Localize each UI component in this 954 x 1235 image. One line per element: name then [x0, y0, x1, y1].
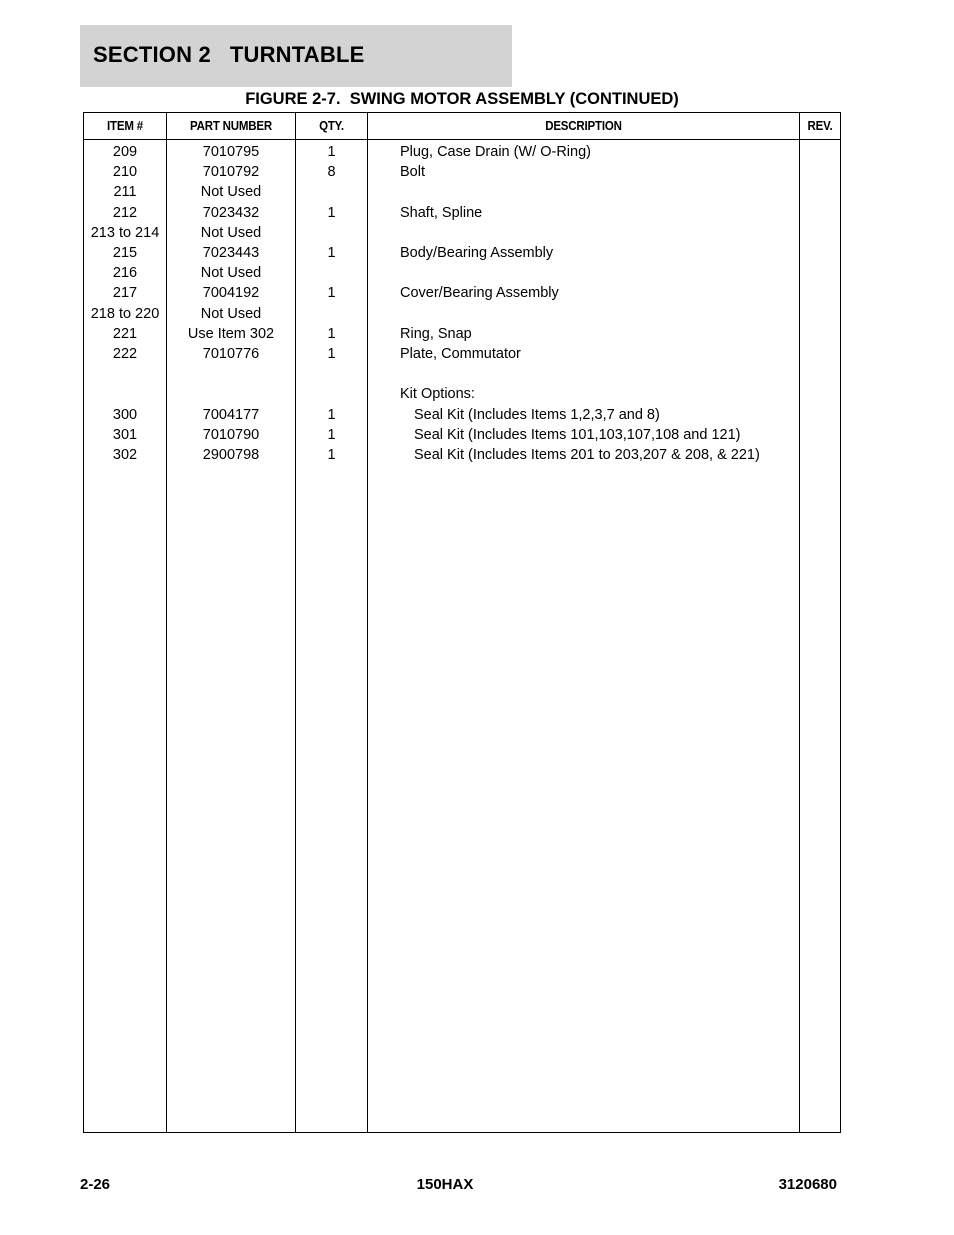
table-row: [84, 243, 840, 263]
cell-description: Bolt: [400, 164, 425, 181]
table-row: [84, 405, 840, 425]
cell-item: 222: [112, 346, 138, 362]
table-row: [84, 364, 840, 384]
header-item: ITEM #: [107, 119, 143, 133]
cell-item: 209: [112, 144, 138, 160]
cell-description: Body/Bearing Assembly: [400, 245, 554, 261]
table-row: [84, 223, 840, 243]
footer-page-number: 2-26: [80, 1176, 111, 1193]
cell-part-number: 7010776: [202, 346, 260, 362]
cell-qty: 1: [327, 285, 336, 302]
table-row: [84, 263, 840, 283]
cell-item: 210: [112, 164, 138, 181]
cell-item: 221: [112, 325, 138, 342]
cell-qty: 1: [327, 447, 336, 463]
cell-item: 302: [112, 447, 138, 463]
cell-item: 301: [112, 426, 138, 443]
cell-item: 213 to 214: [90, 224, 160, 241]
cell-description: Ring, Snap: [400, 325, 472, 342]
table-row: [84, 324, 840, 344]
table-row: [84, 182, 840, 202]
cell-description: Plate, Commutator: [400, 346, 521, 362]
cell-part-number: 7010792: [202, 164, 260, 181]
cell-description: Seal Kit (Includes Items 101,103,107,108 and 121): [414, 426, 741, 443]
table-row: [84, 162, 840, 182]
cell-description: Seal Kit (Includes Items 201 to 203,207 & 208, & 221): [414, 447, 760, 463]
table-row: [84, 142, 840, 162]
cell-description: Kit Options:: [400, 386, 475, 403]
header-description: DESCRIPTION: [545, 119, 622, 133]
table-row: [84, 344, 840, 364]
cell-qty: 1: [327, 325, 336, 342]
cell-description: Shaft, Spline: [400, 204, 483, 221]
cell-description: Cover/Bearing Assembly: [400, 285, 559, 302]
header-part-number: PART NUMBER: [189, 119, 273, 133]
table-row: [84, 283, 840, 303]
cell-part-number: 7010795: [202, 144, 260, 160]
table-row: [84, 304, 840, 324]
cell-item: 212: [112, 204, 138, 221]
cell-part-number: 7023443: [202, 245, 260, 261]
cell-part-number: 2900798: [202, 447, 260, 463]
figure-title: FIGURE 2-7. SWING MOTOR ASSEMBLY (CONTINUED): [245, 90, 679, 108]
cell-description: Plug, Case Drain (W/ O-Ring): [400, 144, 591, 160]
cell-part-number: 7010790: [202, 426, 260, 443]
cell-qty: 1: [327, 426, 336, 443]
table-row: [84, 425, 840, 445]
cell-qty: 1: [327, 346, 336, 362]
cell-part-number: 7023432: [202, 204, 260, 221]
cell-part-number: Not Used: [200, 305, 262, 322]
table-row: [84, 445, 840, 465]
table-row: [84, 384, 840, 404]
cell-item: 215: [112, 245, 138, 261]
section-title: SECTION 2 TURNTABLE: [93, 42, 365, 67]
cell-qty: 1: [327, 406, 336, 423]
cell-qty: 1: [327, 245, 336, 261]
cell-part-number: Not Used: [200, 184, 262, 201]
cell-item: 300: [112, 406, 138, 423]
cell-item: 218 to 220: [90, 305, 160, 322]
cell-qty: 8: [327, 164, 336, 181]
parts-table: [83, 112, 841, 1133]
cell-description: Seal Kit (Includes Items 1,2,3,7 and 8): [414, 406, 660, 423]
table-header: [84, 113, 840, 140]
cell-part-number: 7004177: [202, 406, 260, 423]
cell-part-number: Not Used: [200, 265, 262, 282]
header-qty: QTY.: [319, 119, 344, 133]
footer-model: 150HAX: [416, 1176, 474, 1193]
table-row: [84, 203, 840, 223]
header-rev: REV.: [807, 119, 833, 133]
footer-doc-number: 3120680: [778, 1176, 837, 1193]
cell-qty: 1: [327, 204, 336, 221]
cell-part-number: Not Used: [200, 224, 262, 241]
cell-part-number: Use Item 302: [187, 325, 275, 342]
cell-item: 211: [113, 184, 137, 201]
cell-item: 217: [112, 285, 138, 302]
cell-qty: 1: [327, 144, 336, 160]
section-banner: [80, 25, 512, 87]
cell-item: 216: [112, 265, 138, 282]
cell-part-number: 7004192: [202, 285, 260, 302]
